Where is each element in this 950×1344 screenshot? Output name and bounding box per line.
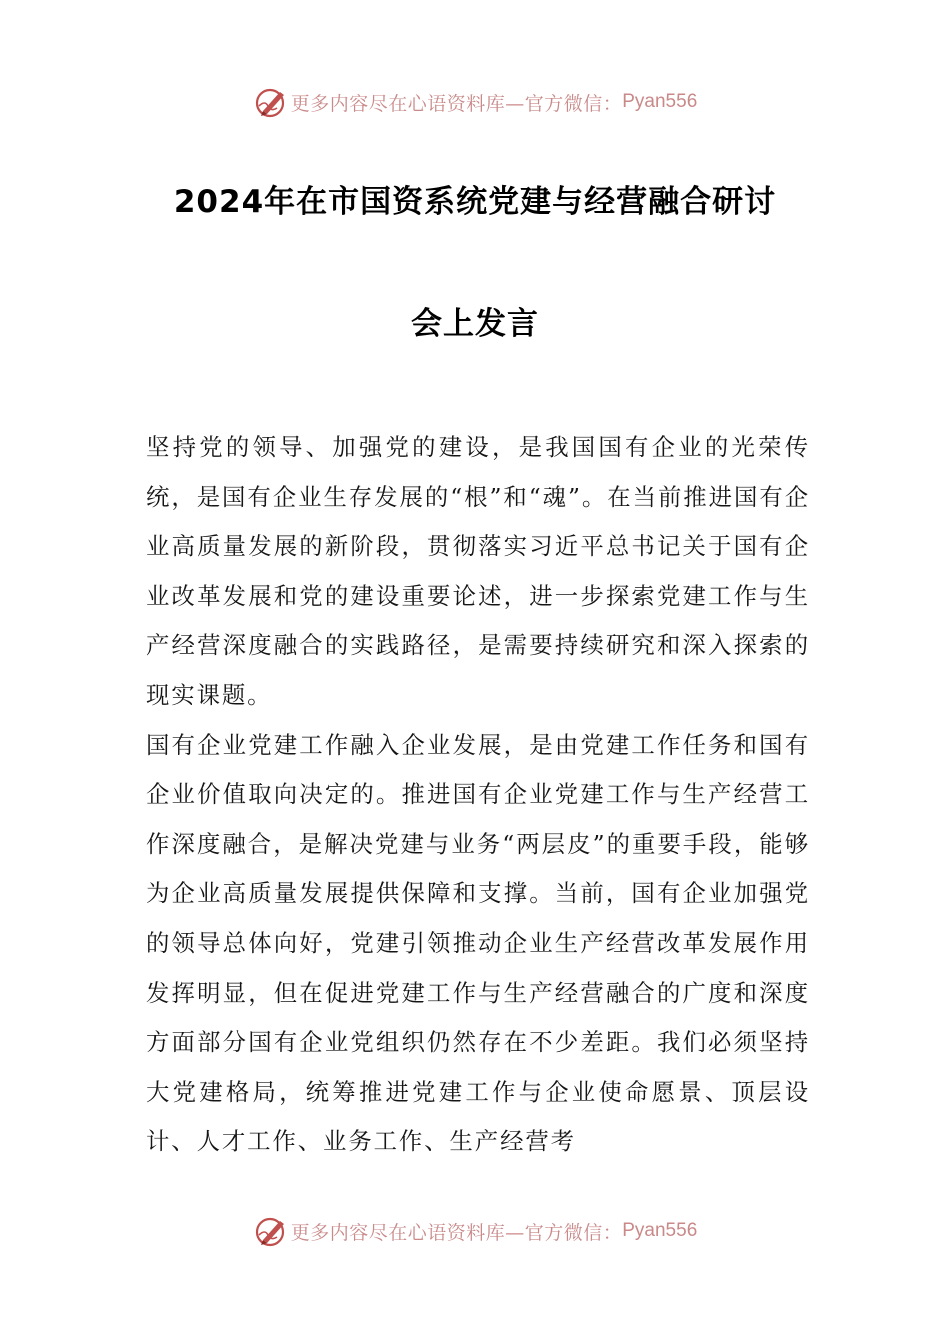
pen-logo-icon <box>253 1213 289 1249</box>
watermark-wechat-id: Pyan556 <box>622 91 698 112</box>
pen-logo-icon <box>253 84 289 120</box>
document-title-line-1: 2024年在市国资系统党建与经营融合研讨 <box>173 184 777 220</box>
header-watermark <box>0 82 950 122</box>
watermark-wechat-id: Pyan556 <box>622 1220 698 1241</box>
footer-watermark <box>0 1211 950 1251</box>
watermark-text: 更多内容尽在心语资料库—官方微信： <box>290 92 623 115</box>
body-paragraph-1: 坚持党的领导、加强党的建设，是我国国有企业的光荣传统，是国有企业生存发展的“根”和“魂”。在当前推进国有企业高质量发展的新阶段，贯彻落实习近平总书记关于国有企业改革发展和党的建设重要论述，进一步探索党建工作与生产经营深度融合的实践路径，是需要持续研究和深入探索的现实课题。 <box>146 433 810 709</box>
document-title-line-2: 会上发言 <box>411 306 539 342</box>
watermark-text: 更多内容尽在心语资料库—官方微信： <box>290 1221 623 1244</box>
body-paragraph-2: 国有企业党建工作融入企业发展，是由党建工作任务和国有企业价值取向决定的。推进国有企业党建工作与生产经营工作深度融合，是解决党建与业务“两层皮”的重要手段，能够为企业高质量发展提供保障和支撑。当前，国有企业加强党的领导总体向好，党建引领推动企业生产经营改革发展作用发挥明显，但在促进党建工作与生产经营融合的广度和深度方面部分国有企业党组织仍然存在不少差距。我们必须坚持大党建格局，统筹推进党建工作与企业使命愿景、顶层设计、人才工作、业务工作、生产经营考 <box>146 730 810 1156</box>
document-body <box>146 423 810 1167</box>
